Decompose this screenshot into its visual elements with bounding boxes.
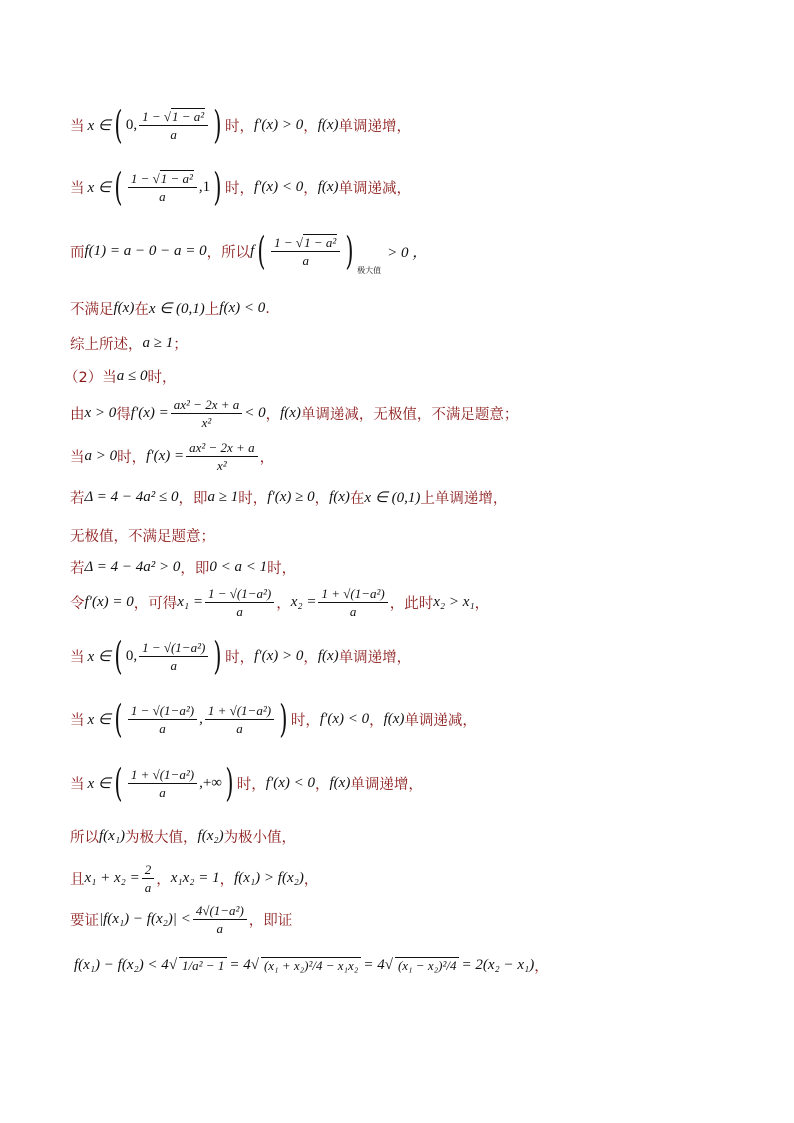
paren-left: (	[114, 634, 123, 678]
math: > 0 ，	[387, 244, 428, 261]
text: 在	[134, 302, 149, 318]
text: 时，	[224, 180, 254, 197]
math: x ∈	[87, 711, 111, 728]
math: f(x₁)	[99, 828, 126, 844]
paren-left: (	[257, 229, 266, 273]
line-17	[70, 862, 318, 895]
text: 时，	[225, 649, 255, 666]
text: ，可得	[133, 596, 178, 612]
math: = 2(x₂ − x₁)	[461, 957, 535, 973]
text: 当	[70, 776, 85, 793]
math: a > 0	[84, 448, 118, 464]
fraction: $\frac{\text{1 + √(1−a²)}}{a}$	[128, 767, 197, 800]
fraction: $\frac{\text{4√(1−a²)}}{a}$	[193, 903, 247, 936]
radicand: (x₁ − x₂)²/4	[395, 957, 460, 974]
line-10	[70, 525, 215, 546]
paren-right: )	[213, 634, 222, 678]
math: ,1	[198, 178, 211, 195]
text: ，即证	[248, 913, 293, 929]
text: ，	[303, 872, 319, 888]
math: ,+∞	[199, 774, 222, 791]
line-8	[70, 440, 274, 473]
text: ，	[303, 118, 318, 135]
math: f′(x) < 0	[265, 774, 316, 791]
text: 为极大值，	[125, 830, 198, 846]
text: 若	[70, 491, 85, 507]
text: ，所以	[206, 244, 251, 261]
text: ，	[156, 872, 171, 888]
math: f(x)	[113, 300, 135, 316]
math: x₁ =	[177, 594, 203, 610]
text: 无极值，不满足题意；	[70, 529, 215, 545]
paren-right: )	[213, 165, 222, 209]
text: 当	[70, 450, 85, 466]
line-11	[70, 557, 296, 578]
math: 0,	[125, 116, 138, 133]
math: f(x) < 0	[219, 300, 266, 316]
text: ，	[474, 596, 490, 612]
line-12	[70, 586, 489, 619]
text: 所以	[70, 830, 99, 846]
text: ，	[219, 872, 235, 888]
math: f′(x) =	[130, 405, 169, 421]
math: f	[250, 242, 255, 259]
text: ，	[315, 776, 330, 793]
math: f(1) = a − 0 − a = 0	[84, 242, 207, 259]
math: < 0	[244, 405, 266, 421]
math: x ∈ (0,1)	[364, 490, 421, 506]
fraction: $\frac{\text{ax² − 2x + a}}{\text{x²}}$	[171, 397, 242, 430]
text: ，即	[180, 561, 210, 577]
line-4	[70, 298, 270, 319]
line-7	[70, 397, 518, 430]
fraction: $\frac{\text{1 − √(1−a²)}}{a}$	[139, 640, 208, 673]
math: Δ = 4 − 4a² ≤ 0	[84, 489, 179, 505]
text: 单调递减，	[338, 180, 412, 197]
text: ，	[314, 491, 330, 507]
math: f(x)	[280, 405, 301, 421]
text: 时，	[267, 561, 297, 577]
math: x₂ =	[290, 594, 317, 610]
line-16	[70, 826, 296, 847]
math: f′(x) > 0	[253, 116, 304, 133]
math: f′(x) < 0	[319, 710, 370, 727]
math: f(x₁) − f(x₂) < 4	[74, 957, 169, 973]
math: √	[384, 957, 393, 973]
line-18	[70, 903, 292, 936]
paren-right: )	[279, 697, 288, 741]
fraction: $\frac{\text{ax² − 2x + a}}{\text{x²}}$	[186, 440, 257, 473]
math: f(x)	[383, 710, 405, 727]
text: 当	[70, 180, 85, 197]
math: x₁ + x₂ =	[84, 870, 140, 886]
text: ，	[534, 959, 549, 975]
text: 令	[70, 596, 85, 612]
math: a ≥ 1	[207, 489, 239, 505]
text: ，	[369, 712, 384, 729]
math: √	[168, 957, 178, 973]
text: 要证	[70, 913, 99, 929]
text: 为极小值，	[223, 830, 297, 846]
text: 综上所述，	[70, 337, 143, 353]
text: 当	[70, 118, 85, 135]
text: 时，	[238, 491, 268, 507]
text: 时，	[224, 118, 254, 135]
line-6	[64, 366, 176, 387]
math: ,	[199, 710, 203, 727]
paren-right: )	[345, 229, 354, 273]
paren-left: (	[114, 165, 123, 209]
math: x ∈ (0,1)	[148, 301, 205, 317]
text: 当	[70, 712, 85, 729]
text: .	[265, 300, 270, 317]
text: ，	[303, 180, 318, 197]
math: x ∈	[87, 648, 111, 665]
text: 单调递增，	[338, 118, 412, 135]
fraction: $\frac{\text{1 − √(1−a²)}}{a}$	[128, 703, 197, 736]
text: 若	[70, 561, 85, 577]
math: f(x)	[317, 647, 339, 664]
paren-right: )	[225, 761, 234, 805]
math: f(x₁) > f(x₂)	[234, 870, 304, 886]
math: x ∈	[87, 117, 111, 134]
math: Δ = 4 − 4a² > 0	[84, 559, 181, 575]
subscript-tag: 极大值	[357, 266, 382, 275]
math: f′(x) ≥ 0	[267, 489, 315, 505]
text: 得	[116, 407, 131, 423]
text: ，即	[178, 491, 208, 507]
math: = 4	[363, 957, 385, 973]
text: 时，	[147, 370, 177, 386]
text: ；	[173, 337, 188, 353]
math: f(x)	[329, 774, 351, 791]
math: x ∈	[87, 179, 111, 196]
text: 在	[349, 491, 365, 507]
text: 而	[70, 244, 85, 261]
text: 上单调递增，	[420, 491, 508, 507]
text: ，	[303, 649, 318, 666]
math: f(x)	[329, 489, 350, 505]
text: 且	[70, 872, 85, 888]
radicand: 1/a² − 1	[179, 957, 227, 974]
text: ，	[265, 407, 281, 423]
text: 单调递增，	[338, 649, 412, 666]
paren-left: (	[114, 103, 123, 147]
line-15	[70, 761, 423, 805]
text: 当	[70, 649, 85, 666]
math: 0,	[125, 647, 138, 664]
text: 时，	[290, 712, 320, 729]
math: a ≥ 1	[142, 335, 174, 351]
fraction: $\frac{\text{1 − √1 − a²}}{a}$	[271, 235, 340, 268]
math: 0 < a < 1	[209, 559, 268, 575]
math: f′(x) < 0	[253, 178, 304, 195]
math: f′(x) = 0	[84, 594, 134, 610]
fraction: $\frac{\text{1 + √(1−a²)}}{a}$	[205, 703, 274, 736]
fraction: $\frac{2}{a}$	[142, 862, 155, 895]
math: f(x)	[317, 116, 339, 133]
text: 时，	[236, 776, 266, 793]
math: x₁x₂ = 1	[170, 870, 220, 886]
fraction: $\frac{\text{1 − √1 − a²}}{a}$	[139, 109, 208, 142]
math: x ∈	[87, 775, 111, 792]
math: f′(x) =	[146, 448, 185, 464]
math: f′(x) > 0	[254, 647, 304, 664]
math: f(x)	[317, 178, 339, 195]
math: a ≤ 0	[116, 368, 148, 384]
line-19	[74, 955, 549, 976]
paren-left: (	[114, 697, 123, 741]
paren-right: )	[213, 103, 222, 147]
text: 不满足	[70, 302, 114, 318]
text: 单调递减，	[404, 712, 477, 729]
text: ，此时	[389, 596, 434, 612]
math: x > 0	[84, 405, 117, 421]
line-9	[70, 487, 507, 508]
line-13	[70, 634, 412, 678]
fraction: $\frac{\text{1 + √(1−a²)}}{a}$	[318, 586, 387, 619]
text: ，	[259, 450, 275, 466]
paren-left: (	[114, 761, 123, 805]
fraction: $\frac{\text{1 − √(1−a²)}}{a}$	[205, 586, 274, 619]
math: |f(x₁) − f(x₂)| <	[99, 911, 191, 927]
text: 上	[204, 302, 220, 318]
line-1	[70, 103, 412, 147]
text: （2）当	[64, 370, 117, 386]
text: 单调递增，	[350, 776, 423, 793]
math: = 4	[229, 957, 251, 973]
text: 由	[70, 407, 85, 423]
text: 时，	[117, 450, 147, 466]
line-3	[70, 229, 428, 275]
line-14	[70, 697, 477, 741]
radicand: (x₁ + x₂)²/4 − x₁x₂	[261, 957, 361, 974]
fraction: $\frac{\text{1 − √1 − a²}}{a}$	[128, 171, 197, 204]
line-2	[70, 165, 412, 209]
text: ，	[276, 596, 291, 612]
math: √	[250, 957, 259, 973]
text: 单调递减，无极值，不满足题意；	[300, 407, 519, 423]
line-5	[70, 333, 188, 354]
math: x₂ > x₁	[433, 594, 475, 610]
math: f(x₂)	[197, 828, 224, 844]
